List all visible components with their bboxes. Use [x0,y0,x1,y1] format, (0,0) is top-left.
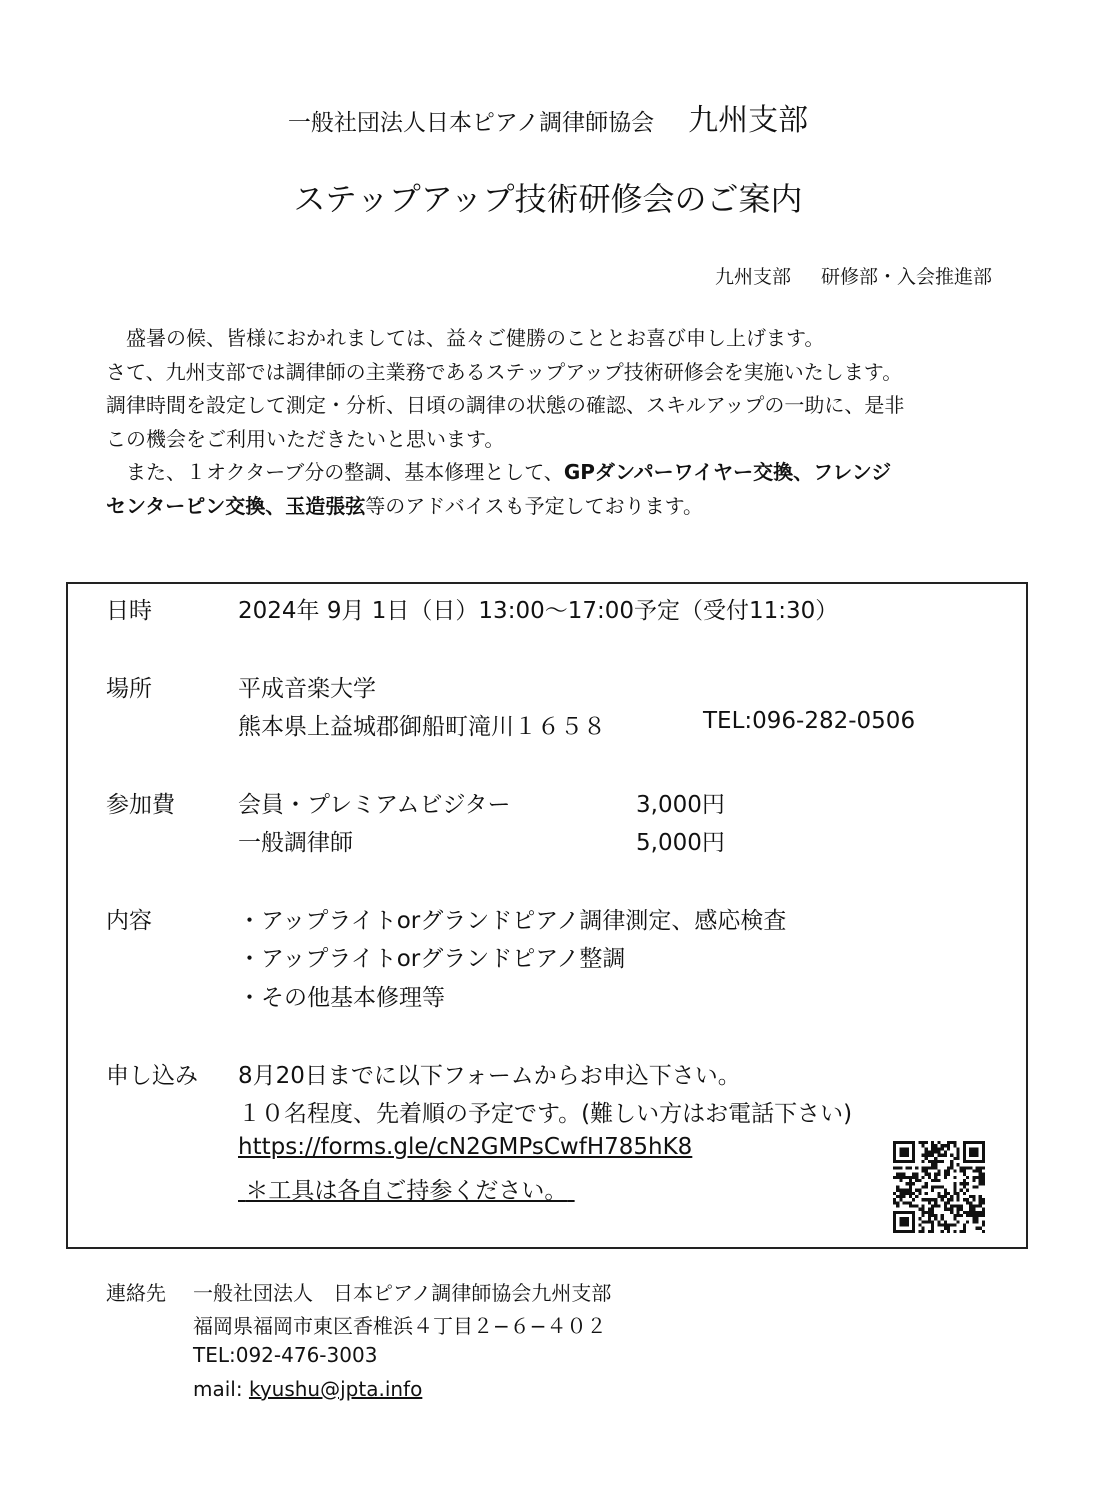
organization-heading [0,95,1096,139]
place-name: 平成音楽大学 [238,676,376,702]
contact-organization: 一般社団法人 日本ピアノ調律師協会九州支部 [193,1281,612,1305]
content-item: ・アップライトorグランドピアノ調律測定、感応検査 [238,908,787,934]
fee-type-member: 会員・プレミアムビジター [238,792,511,818]
apply-deadline: 8月20日までに以下フォームからお申込下さい。 [238,1063,741,1089]
intro-line6-text: 等のアドバイスも予定しております。 [365,493,704,518]
intro-line [106,456,1006,490]
intro-line1-text: 盛暑の候、皆様におかれましては、益々ご健勝のこととお喜び申し上げます。 [126,326,825,350]
contact-tel: TEL:092-476-3003 [193,1343,378,1367]
datetime-label: 日時 [106,598,152,624]
organization-name: 一般社団法人日本ピアノ調律師協会 [287,110,655,136]
contact-mail-link[interactable]: kyushu@jpta.info [248,1377,423,1401]
department-branch: 九州支部 [714,266,791,288]
content-item: ・アップライトorグランドピアノ整調 [238,946,626,972]
apply-note-text: ＊工具は各自ご持参ください。 [245,1178,568,1204]
department-line [715,262,992,289]
department-names: 研修部・入会推進部 [820,266,992,288]
intro-line [106,322,1006,356]
fee-amount-general: 5,000円 [636,830,725,856]
contact-address: 福岡県福岡市東区香椎浜４丁目２−６−４０２ [193,1314,607,1338]
place-tel: TEL:096-282-0506 [703,708,916,734]
contact-mail-line [193,1377,422,1401]
page-title: ステップアップ技術研修会のご案内 [293,180,803,218]
qr-code-icon[interactable] [893,1141,985,1233]
intro-line: さて、九州支部では調律師の主業務であるステップアップ技術研修会を実施いたします。 [106,359,903,384]
content-item: ・その他基本修理等 [238,985,445,1011]
apply-label: 申し込み [106,1063,198,1089]
apply-capacity: １０名程度、先着順の予定です。(難しい方はお電話下さい) [238,1101,853,1127]
intro-line: この機会をご利用いただきたいと思います。 [106,426,505,451]
intro-line5-text: また、１オクターブ分の整調、基本修理として、 [126,460,564,484]
datetime-value: 2024年 9月 1日（日）13:00～17:00予定（受付11:30） [238,598,839,624]
content-label: 内容 [106,908,152,934]
intro-line [106,490,1006,524]
intro-paragraph [106,322,1006,523]
fee-type-general: 一般調律師 [238,830,353,856]
fee-amount-member: 3,000円 [636,792,725,818]
apply-form-link[interactable]: https://forms.gle/cN2GMPsCwfH785hK8 [238,1134,693,1160]
intro-line5-bold: GPダンパーワイヤー交換、フレンジ [563,460,892,484]
place-address: 熊本県上益城郡御船町滝川１６５８ [238,714,606,740]
intro-line: 調律時間を設定して測定・分析、日頃の調律の状態の確認、スキルアップの一助に、是非 [106,393,905,417]
place-label: 場所 [106,676,152,702]
intro-line6-bold: センターピン交換、玉造張弦 [106,493,366,518]
apply-note [238,1172,575,1205]
contact-mail-label: mail: [193,1377,249,1401]
fee-label: 参加費 [106,792,175,818]
contact-label: 連絡先 [106,1281,166,1305]
branch-name: 九州支部 [688,103,809,138]
